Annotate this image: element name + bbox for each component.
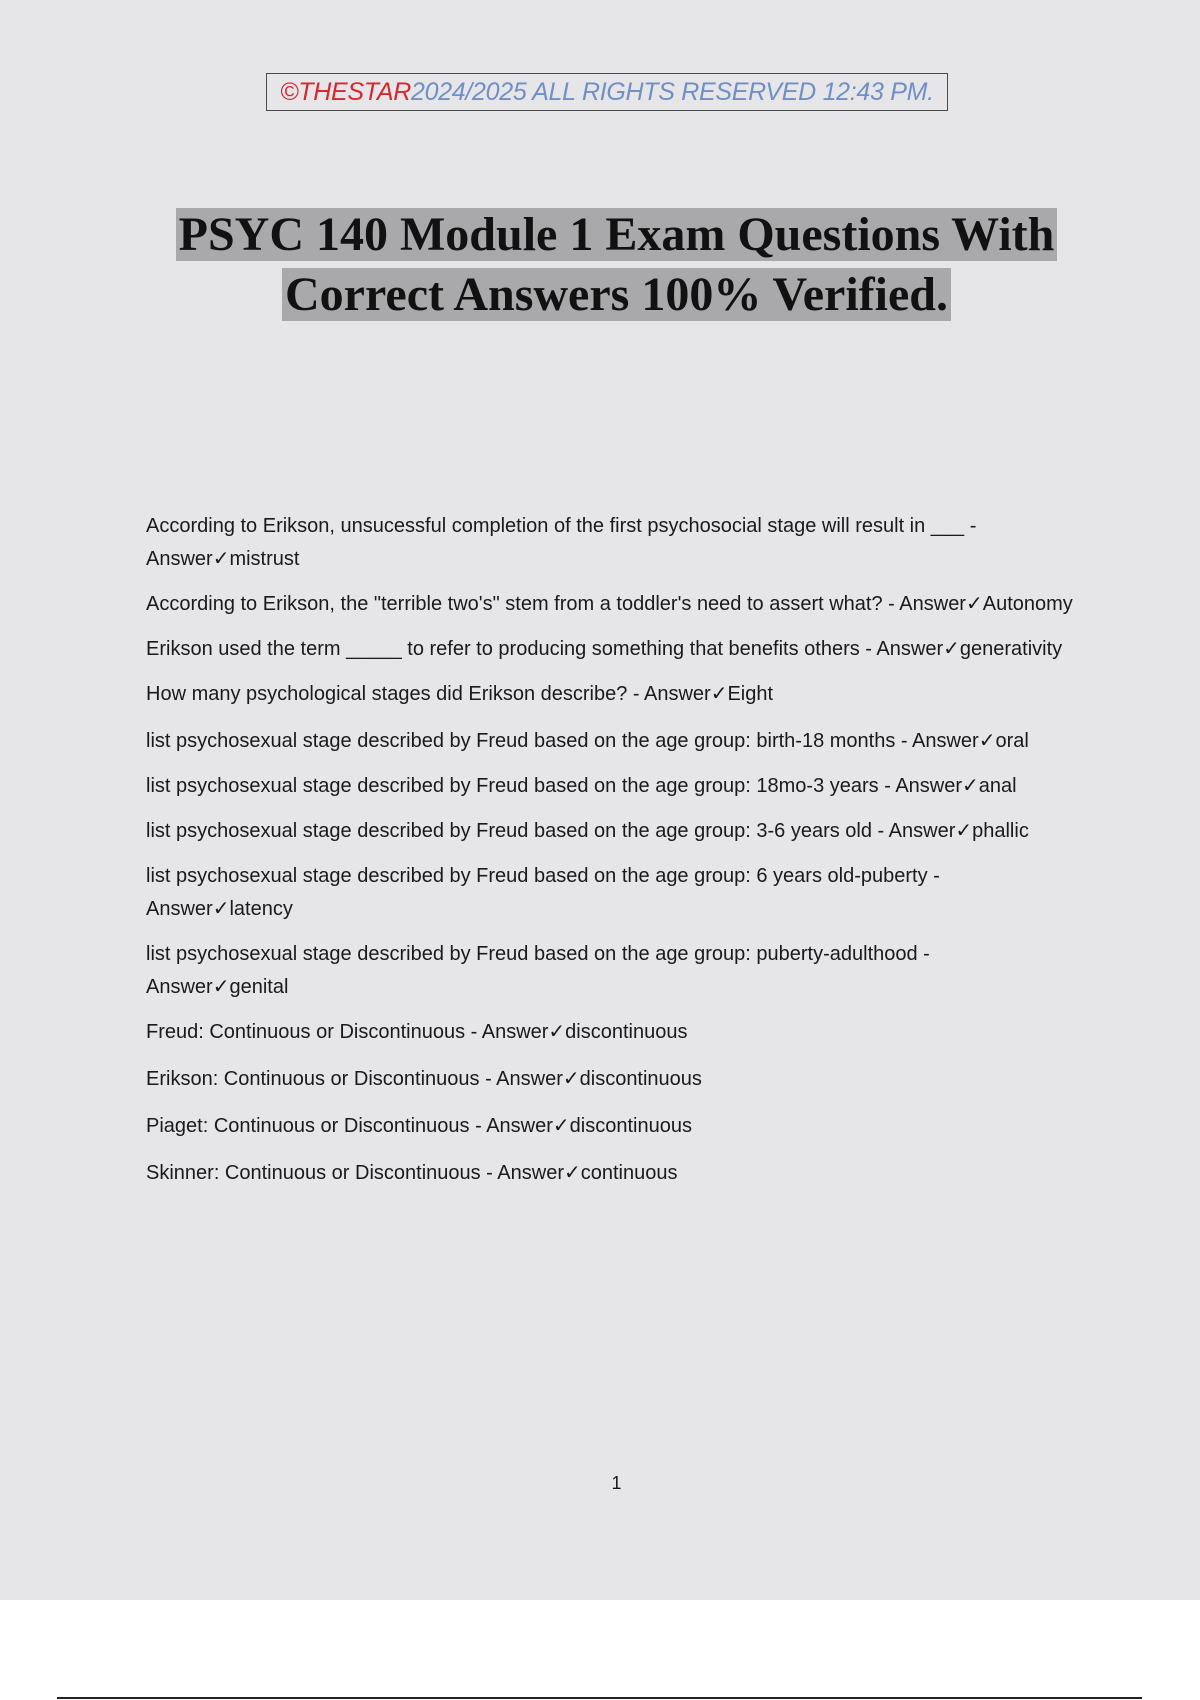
qa-item: Erikson used the term _____ to refer to producing something that benefits others - Answer✓generativity xyxy=(146,638,1063,660)
copyright-banner xyxy=(266,73,948,111)
qa-item: list psychosexual stage described by Freud based on the age group: 18mo-3 years - Answer✓anal xyxy=(146,775,1017,797)
qa-item: Piaget: Continuous or Discontinuous - Answer✓discontinuous xyxy=(146,1115,692,1137)
qa-item: How many psychological stages did Erikson describe? - Answer✓Eight xyxy=(146,683,774,705)
qa-item: list psychosexual stage described by Freud based on the age group: birth-18 months - Answer✓oral xyxy=(146,730,1029,752)
qa-item: list psychosexual stage described by Freud based on the age group: 6 years old-puberty - Answer✓latency xyxy=(146,865,940,920)
qa-item: Skinner: Continuous or Discontinuous - Answer✓continuous xyxy=(146,1162,678,1184)
qa-item: According to Erikson, unsucessful completion of the first psychosocial stage will result in ___ - Answer✓mistrust xyxy=(146,515,977,570)
qa-item: According to Erikson, the "terrible two's" stem from a toddler's need to assert what? - Answer✓Autonomy xyxy=(146,593,1073,615)
page-number: 1 xyxy=(611,1473,622,1493)
copyright-text: 2024/2025 ALL RIGHTS RESERVED 12:43 PM. xyxy=(410,77,934,106)
document-title xyxy=(100,205,1133,325)
bottom-divider xyxy=(57,1697,1142,1699)
qa-item: list psychosexual stage described by Freud based on the age group: puberty-adulthood - Answer✓genital xyxy=(146,943,930,998)
qa-list xyxy=(146,510,1076,1204)
copyright-brand: ©THESTAR xyxy=(280,77,411,106)
title-line-2: Correct Answers 100% Verified. xyxy=(282,268,951,321)
qa-item: Erikson: Continuous or Discontinuous - Answer✓discontinuous xyxy=(146,1068,702,1090)
qa-item: Freud: Continuous or Discontinuous - Answer✓discontinuous xyxy=(146,1021,688,1043)
qa-item: list psychosexual stage described by Freud based on the age group: 3-6 years old - Answer✓phallic xyxy=(146,820,1029,842)
title-line-1: PSYC 140 Module 1 Exam Questions With xyxy=(176,208,1058,261)
